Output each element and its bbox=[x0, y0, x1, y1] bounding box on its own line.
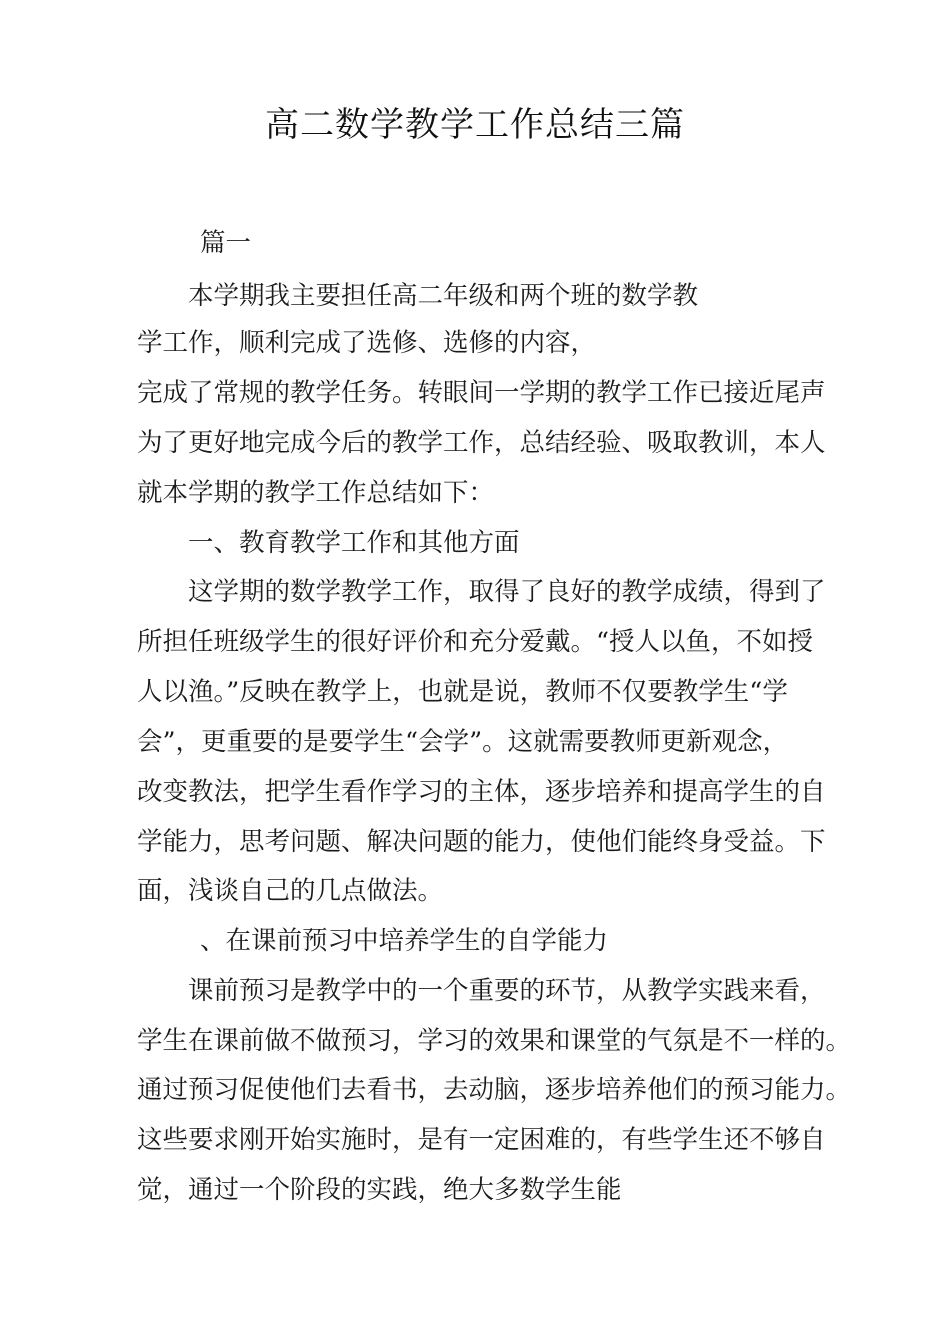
section-heading: 一、教育教学工作和其他方面 bbox=[188, 528, 520, 558]
paragraph-line: 学工作，顺利完成了选修、选修的内容， bbox=[137, 328, 597, 358]
section-label: 篇一 bbox=[200, 228, 252, 258]
paragraph-line: 人以渔。”反映在教学上，也就是说，教师不仅要教学生“学 bbox=[137, 677, 788, 707]
paragraph-line: 觉，通过一个阶段的实践，绝大多数学生能 bbox=[137, 1175, 622, 1205]
paragraph-line: 完成了常规的教学任务。转眼间一学期的教学工作已接近尾声 bbox=[137, 378, 826, 408]
paragraph-line: 就本学期的教学工作总结如下： bbox=[137, 478, 495, 508]
paragraph-line: 学能力，思考问题、解决问题的能力，使他们能终身受益。下 bbox=[137, 827, 826, 857]
paragraph-line: 会”，更重要的是要学生“会学”。这就需要教师更新观念， bbox=[137, 727, 789, 757]
paragraph-line: 改变教法，把学生看作学习的主体，逐步培养和提高学生的自 bbox=[137, 777, 826, 807]
paragraph-line: 所担任班级学生的很好评价和充分爱戴。“授人以鱼，不如授 bbox=[137, 627, 814, 657]
paragraph-line: 通过预习促使他们去看书，去动脑，逐步培养他们的预习能力。 bbox=[137, 1075, 852, 1105]
paragraph-line: 这学期的数学教学工作，取得了良好的教学成绩，得到了 bbox=[188, 577, 826, 607]
paragraph-line: 为了更好地完成今后的教学工作，总结经验、吸取教训，本人 bbox=[137, 428, 826, 458]
paragraph-line: 本学期我主要担任高二年级和两个班的数学教 bbox=[188, 281, 699, 311]
document-title: 高二数学教学工作总结三篇 bbox=[265, 105, 685, 145]
paragraph-line: 学生在课前做不做预习，学习的效果和课堂的气氛是不一样的。 bbox=[137, 1026, 852, 1056]
paragraph-line: 课前预习是教学中的一个重要的环节，从教学实践来看， bbox=[188, 976, 826, 1006]
subsection-heading: 、在课前预习中培养学生的自学能力 bbox=[200, 926, 609, 956]
paragraph-line: 面，浅谈自己的几点做法。 bbox=[137, 876, 444, 906]
paragraph-line: 这些要求刚开始实施时，是有一定困难的，有些学生还不够自 bbox=[137, 1125, 826, 1155]
